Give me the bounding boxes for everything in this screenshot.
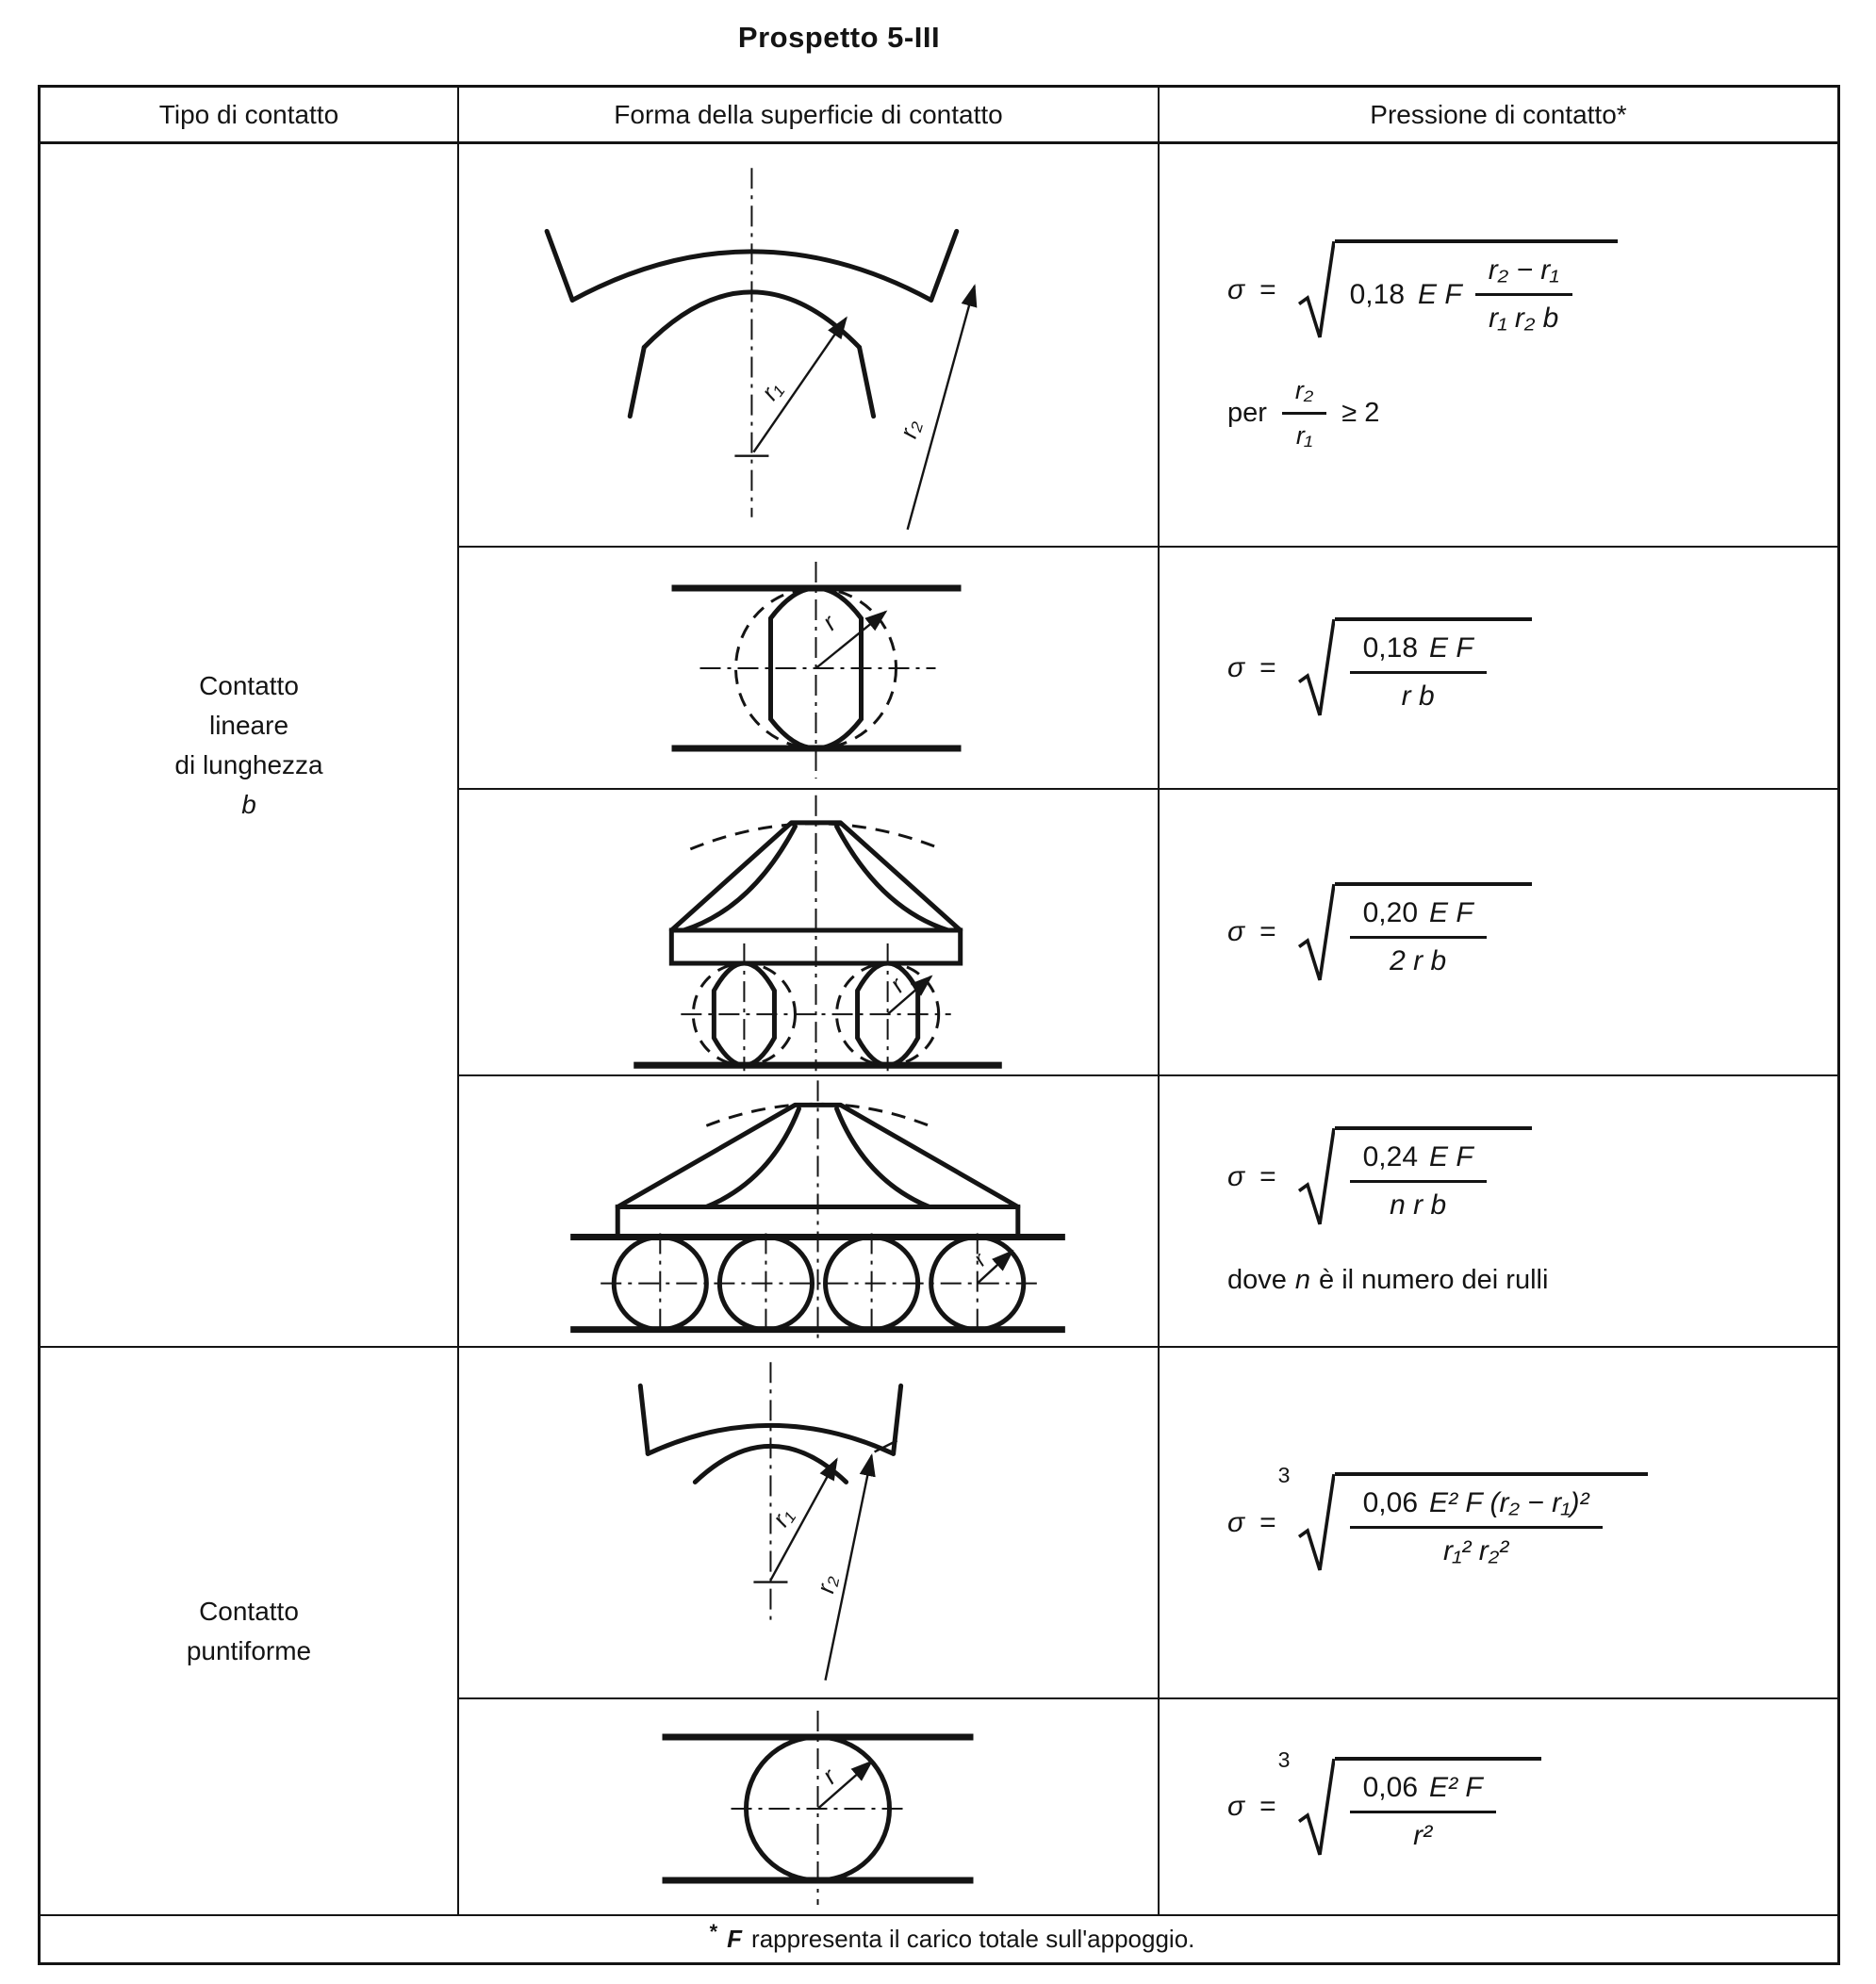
equals-sign: = xyxy=(1259,1791,1276,1822)
fraction xyxy=(1350,1141,1487,1222)
header-tipo-di-contatto xyxy=(41,88,459,144)
group-line: lineare xyxy=(208,710,289,740)
coefficient: 0,24 xyxy=(1362,1141,1419,1172)
formula-cell-6 xyxy=(1160,1699,1837,1916)
cube-root xyxy=(1277,1746,1541,1858)
group-line: puntiforme xyxy=(186,1635,312,1665)
radius-arrow-r2 xyxy=(908,286,975,529)
variables: E F xyxy=(1429,896,1473,928)
sphere-contact-drawing xyxy=(459,1699,1158,1914)
condition-word: per xyxy=(1227,398,1267,428)
single-roller-drawing xyxy=(459,548,1158,788)
footnote-star: * xyxy=(709,1919,718,1943)
root-index: 3 xyxy=(1277,1463,1291,1487)
formula-cell-2 xyxy=(1160,548,1837,790)
group-label-contatto-lineare xyxy=(41,144,459,1348)
group-line: Contatto xyxy=(199,670,299,700)
denominator: r² xyxy=(1413,1819,1433,1851)
variables: E² F xyxy=(1429,1771,1483,1803)
label-r: r xyxy=(883,972,910,998)
sigma-symbol: σ xyxy=(1227,916,1245,947)
four-rollers-drawing xyxy=(459,1076,1158,1346)
formula-1 xyxy=(1227,239,1618,340)
cube-radical-icon xyxy=(1277,1746,1335,1858)
formula-cell-4 xyxy=(1160,1076,1837,1348)
label-r: r xyxy=(816,1763,842,1790)
variables: E F xyxy=(1429,1141,1473,1172)
curved-line-contact-drawing xyxy=(459,144,1158,546)
formula-2 xyxy=(1227,617,1532,718)
formula-4-note xyxy=(1227,1265,1548,1296)
coefficient: 0,18 xyxy=(1349,278,1406,310)
formula-cell-1 xyxy=(1160,144,1837,548)
label-r2: r₂ xyxy=(811,1572,843,1596)
fraction xyxy=(1350,1772,1496,1852)
formula-4 xyxy=(1227,1126,1532,1227)
label-r1: r₁ xyxy=(755,375,788,405)
denominator: r₁ r₂ b xyxy=(1489,303,1559,334)
footnote-text: rappresenta il carico totale sull'appoggio. xyxy=(751,1925,1195,1953)
coefficient: 0,20 xyxy=(1362,896,1419,928)
fraction xyxy=(1350,1487,1603,1567)
cube-radical-icon xyxy=(1277,1463,1335,1573)
diagram-single-roller xyxy=(459,548,1160,790)
group-line: di lunghezza xyxy=(174,749,323,779)
note-text: dove xyxy=(1227,1265,1287,1295)
numerator: r₂ − r₁ xyxy=(1488,254,1559,286)
square-root xyxy=(1297,882,1532,983)
fraction xyxy=(1475,254,1572,335)
coefficient: 0,18 xyxy=(1362,632,1419,664)
formula-1-condition xyxy=(1227,376,1379,451)
variables: E² F (r₂ − r₁)² xyxy=(1429,1487,1589,1518)
header-label: Pressione di contatto* xyxy=(1370,99,1627,129)
header-label: Forma della superficie di contatto xyxy=(614,99,1003,129)
sigma-symbol: σ xyxy=(1227,1791,1245,1822)
radical-icon xyxy=(1297,239,1335,340)
sigma-symbol: σ xyxy=(1227,651,1245,683)
root-index: 3 xyxy=(1277,1746,1291,1772)
formula-cell-5 xyxy=(1160,1348,1837,1699)
fraction xyxy=(1350,897,1487,977)
header-pressione-contatto xyxy=(1160,88,1837,144)
square-root xyxy=(1297,1126,1532,1227)
condition-comparison: ≥ 2 xyxy=(1341,398,1380,428)
variables: E F xyxy=(1429,632,1473,664)
coefficient: 0,06 xyxy=(1362,1771,1419,1803)
group-line: Contatto xyxy=(199,1596,299,1626)
radical-icon xyxy=(1297,1126,1335,1227)
contact-pressure-table xyxy=(38,85,1840,1965)
variables: E F xyxy=(1418,278,1462,310)
fraction xyxy=(1350,632,1487,713)
group-line-b: b xyxy=(241,789,256,819)
sigma-symbol: σ xyxy=(1227,1506,1245,1538)
footnote xyxy=(41,1916,1837,1962)
denominator: r b xyxy=(1401,680,1435,712)
equals-sign: = xyxy=(1259,1506,1276,1538)
denominator: 2 r b xyxy=(1390,944,1447,976)
sigma-symbol: σ xyxy=(1227,1160,1245,1192)
condition-fraction xyxy=(1282,376,1326,451)
radius-arrow-r2 xyxy=(826,1455,872,1680)
radical-icon xyxy=(1297,617,1335,718)
cube-root xyxy=(1277,1463,1648,1573)
page-title: Prospetto 5-III xyxy=(737,21,941,54)
diagram-curved-line-contact xyxy=(459,144,1160,548)
label-r1: r₁ xyxy=(765,1502,799,1532)
equals-sign: = xyxy=(1259,916,1276,947)
diagram-sphere-contact xyxy=(459,1699,1160,1916)
header-forma-superficie xyxy=(459,88,1160,144)
footnote-variable: F xyxy=(727,1925,743,1953)
note-variable: n xyxy=(1294,1265,1311,1295)
formula-cell-3 xyxy=(1160,790,1837,1076)
coefficient: 0,06 xyxy=(1362,1487,1419,1518)
header-label: Tipo di contatto xyxy=(158,99,339,129)
square-root xyxy=(1297,239,1618,340)
numerator: r₂ xyxy=(1294,376,1314,404)
denominator: n r b xyxy=(1390,1189,1447,1221)
formula-5 xyxy=(1227,1463,1648,1573)
square-root xyxy=(1297,617,1532,718)
curved-point-contact-drawing xyxy=(459,1348,1158,1697)
denominator: r₁² r₂² xyxy=(1442,1535,1509,1566)
diagram-four-rollers xyxy=(459,1076,1160,1348)
label-r2: r₂ xyxy=(893,416,927,442)
two-rollers-drawing xyxy=(459,790,1158,1074)
label-r: r xyxy=(968,1248,992,1271)
sigma-symbol: σ xyxy=(1227,273,1245,305)
note-text: è il numero dei rulli xyxy=(1319,1265,1549,1295)
equals-sign: = xyxy=(1259,651,1276,683)
label-r: r xyxy=(816,609,842,636)
equals-sign: = xyxy=(1259,1160,1276,1192)
formula-6 xyxy=(1227,1746,1541,1858)
equals-sign: = xyxy=(1259,273,1276,305)
diagram-two-rollers xyxy=(459,790,1160,1076)
formula-3 xyxy=(1227,882,1532,983)
diagram-curved-point-contact xyxy=(459,1348,1160,1699)
denominator: r₁ xyxy=(1295,421,1313,450)
group-label-contatto-puntiforme xyxy=(41,1348,459,1916)
radical-icon xyxy=(1297,882,1335,983)
